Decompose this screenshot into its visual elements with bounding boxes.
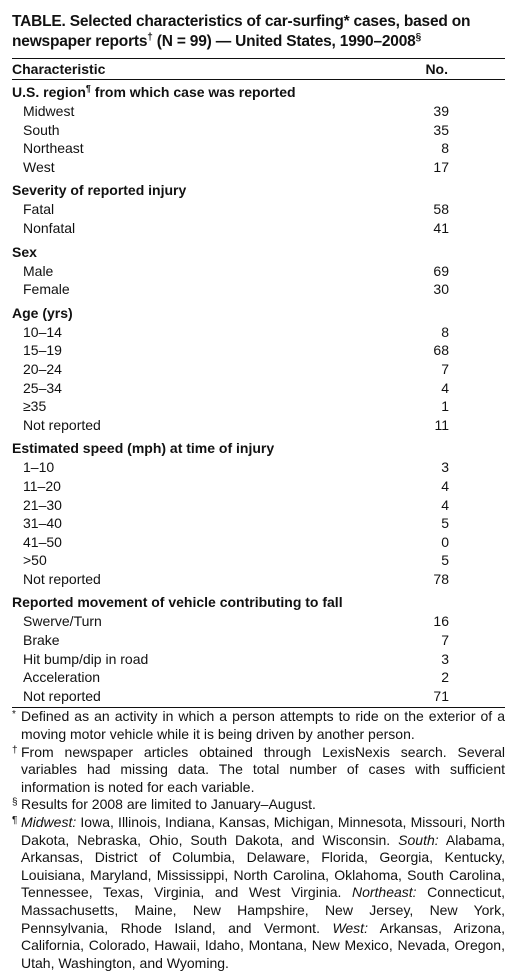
row-label: Not reported: [23, 687, 101, 704]
group-title-rest: from which case was reported: [90, 84, 296, 100]
group-heading: [12, 80, 505, 102]
row-label: Male: [23, 262, 54, 279]
table-row: [12, 219, 505, 238]
row-label: Brake: [23, 632, 60, 649]
footnote-section: [12, 796, 505, 814]
row-count: 5: [441, 552, 449, 569]
row-label: Hit bump/dip in road: [23, 650, 149, 667]
footnote-south-text: Alabama, Arkansas, District of Columbia, Delaware, Florida, Georgia, Kentucky, Louisiana, Maryland, Mississippi, North Carolina, Oklahoma, South Carolina, Tennessee, Texas, Virginia, and West Virginia.: [21, 831, 505, 901]
table-row: [12, 631, 505, 650]
group-heading-row: [12, 299, 505, 323]
row-label: 20–24: [23, 360, 62, 377]
row-count: 8: [441, 323, 449, 340]
row-label: ≥35: [23, 398, 47, 415]
row-count: 4: [441, 496, 449, 513]
footnote-midwest-label: Midwest:: [21, 814, 77, 830]
group-title: Reported movement of vehicle contributing to fall: [12, 594, 343, 611]
table-row: [12, 477, 505, 496]
table-row: [12, 668, 505, 687]
row-count: 4: [441, 477, 449, 494]
row-count: 78: [433, 570, 449, 587]
row-label: Swerve/Turn: [23, 613, 102, 630]
table-row: [12, 341, 505, 360]
group-heading: [12, 434, 505, 458]
row-label: 21–30: [23, 496, 62, 513]
table-row: [12, 551, 505, 570]
row-count: 35: [433, 121, 449, 138]
table-header: [12, 59, 505, 79]
row-count: 30: [433, 281, 449, 298]
footnote-dagger-text: From newspaper articles obtained through LexisNexis search. Several variables had missing data. The total number of cases with sufficient information is noted for each variable.: [21, 743, 505, 795]
table-row: [12, 379, 505, 398]
group-heading: [12, 299, 505, 323]
footnote-pilcrow-mark: ¶: [12, 815, 18, 826]
footnote-northeast-text: Connecticut, Massachusetts, Maine, New Hampshire, New Jersey, New York, Pennsylvania, Rhode Island, and Vermont.: [21, 884, 505, 936]
footnote-dagger-mark: †: [12, 744, 18, 756]
row-count: 68: [433, 342, 449, 359]
data-table: [12, 80, 505, 705]
row-count: 71: [433, 687, 449, 704]
title-line-2-mid: (N = 99) — United States, 1990–2008: [152, 33, 416, 50]
row-label: Female: [23, 281, 70, 298]
group-title: U.S. region: [12, 84, 86, 100]
footnote-south-label: South:: [398, 831, 439, 848]
row-count: 3: [441, 650, 449, 667]
table-row: [12, 158, 505, 177]
title-line-2: [12, 32, 505, 52]
row-label: 41–50: [23, 533, 62, 550]
row-count: 69: [433, 262, 449, 279]
table-row: [12, 650, 505, 669]
row-label: Not reported: [23, 416, 101, 433]
footnote-northeast-label: Northeast:: [351, 884, 417, 901]
row-label: Nonfatal: [23, 219, 76, 236]
row-label: Acceleration: [23, 669, 101, 686]
footnote-star-mark: *: [12, 709, 16, 721]
table-row: [12, 360, 505, 379]
group-title: Severity of reported injury: [12, 182, 187, 199]
footnotes: [12, 708, 505, 972]
table-row: [12, 570, 505, 589]
table-row: [12, 514, 505, 533]
row-count: 39: [433, 103, 449, 119]
title-line-2-pre: newspaper reports: [12, 33, 148, 50]
row-label: >50: [23, 552, 47, 569]
row-count: 4: [441, 379, 449, 396]
header-count: No.: [425, 61, 448, 77]
group-heading-row: [12, 238, 505, 262]
group-title-mark: ¶: [85, 83, 91, 94]
row-count: 7: [441, 632, 449, 649]
row-count: 58: [433, 201, 449, 218]
row-label: West: [23, 158, 55, 175]
table-title: [12, 12, 505, 52]
row-label: Not reported: [23, 570, 101, 587]
group-title: Estimated speed (mph) at time of injury: [12, 440, 275, 457]
row-count: 7: [441, 360, 449, 377]
row-label: 15–19: [23, 342, 62, 359]
footnote-section-text: Results for 2008 are limited to January–August.: [21, 796, 316, 813]
footnote-star: [12, 708, 505, 743]
row-count: 1: [441, 398, 449, 415]
group-heading-row: [12, 588, 505, 612]
table-row: [12, 139, 505, 158]
footnote-pilcrow-text: [21, 814, 505, 972]
row-count: 17: [433, 158, 449, 175]
row-count: 11: [434, 416, 449, 433]
footnote-section-mark: §: [12, 797, 18, 809]
table-row: [12, 102, 505, 121]
row-count: 8: [441, 140, 449, 157]
table-row: [12, 458, 505, 477]
group-heading-row: [12, 80, 505, 102]
row-count: 41: [433, 219, 449, 236]
table-row: [12, 612, 505, 631]
row-label: 31–40: [23, 515, 62, 532]
group-heading: [12, 238, 505, 262]
group-title: Sex: [12, 243, 37, 260]
row-label: Midwest: [23, 103, 75, 119]
table-row: [12, 121, 505, 140]
row-label: Northeast: [23, 140, 84, 157]
footnote-west-label: West:: [332, 919, 368, 936]
table-row: [12, 416, 505, 435]
table-row: [12, 397, 505, 416]
row-count: 2: [441, 669, 449, 686]
table-row: [12, 323, 505, 342]
row-label: Fatal: [23, 201, 55, 218]
group-heading: [12, 588, 505, 612]
row-label: 25–34: [23, 379, 62, 396]
row-label: 11–20: [23, 477, 61, 494]
title-line-1: TABLE. Selected characteristics of car-surfing* cases, based on: [12, 13, 471, 30]
footnote-west-text: Arkansas, Arizona, California, Colorado, Hawaii, Idaho, Montana, New Mexico, Nevada, Oregon, Utah, Washington, and Wyoming.: [21, 919, 505, 971]
table-row: [12, 280, 505, 299]
row-count: 3: [441, 459, 449, 476]
row-count: 0: [441, 533, 449, 550]
group-heading-row: [12, 176, 505, 200]
footnote-star-text: Defined as an activity in which a person attempts to ride on the exterior of a moving motor vehicle while it is being driven by another person.: [21, 708, 505, 743]
group-title: Age (yrs): [12, 304, 73, 321]
row-label: 1–10: [23, 459, 55, 476]
table-row: [12, 200, 505, 219]
table-row: [12, 533, 505, 552]
group-heading-row: [12, 434, 505, 458]
table-row: [12, 262, 505, 281]
footnote-midwest-text: Iowa, Illinois, Indiana, Kansas, Michigan, Minnesota, Missouri, North Dakota, Nebraska, Ohio, South Dakota, and Wisconsin.: [21, 814, 505, 848]
table-row: [12, 496, 505, 515]
row-label: 10–14: [23, 323, 62, 340]
footnote-pilcrow: [12, 814, 505, 972]
row-count: 16: [433, 613, 449, 630]
row-count: 5: [441, 515, 449, 532]
header-characteristic: Characteristic: [12, 61, 106, 77]
title-section-mark: §: [415, 31, 421, 43]
group-heading: [12, 176, 505, 200]
footnote-dagger: [12, 744, 505, 797]
table-row: [12, 687, 505, 706]
title-dagger-mark: †: [147, 31, 153, 43]
row-label: South: [23, 121, 60, 138]
